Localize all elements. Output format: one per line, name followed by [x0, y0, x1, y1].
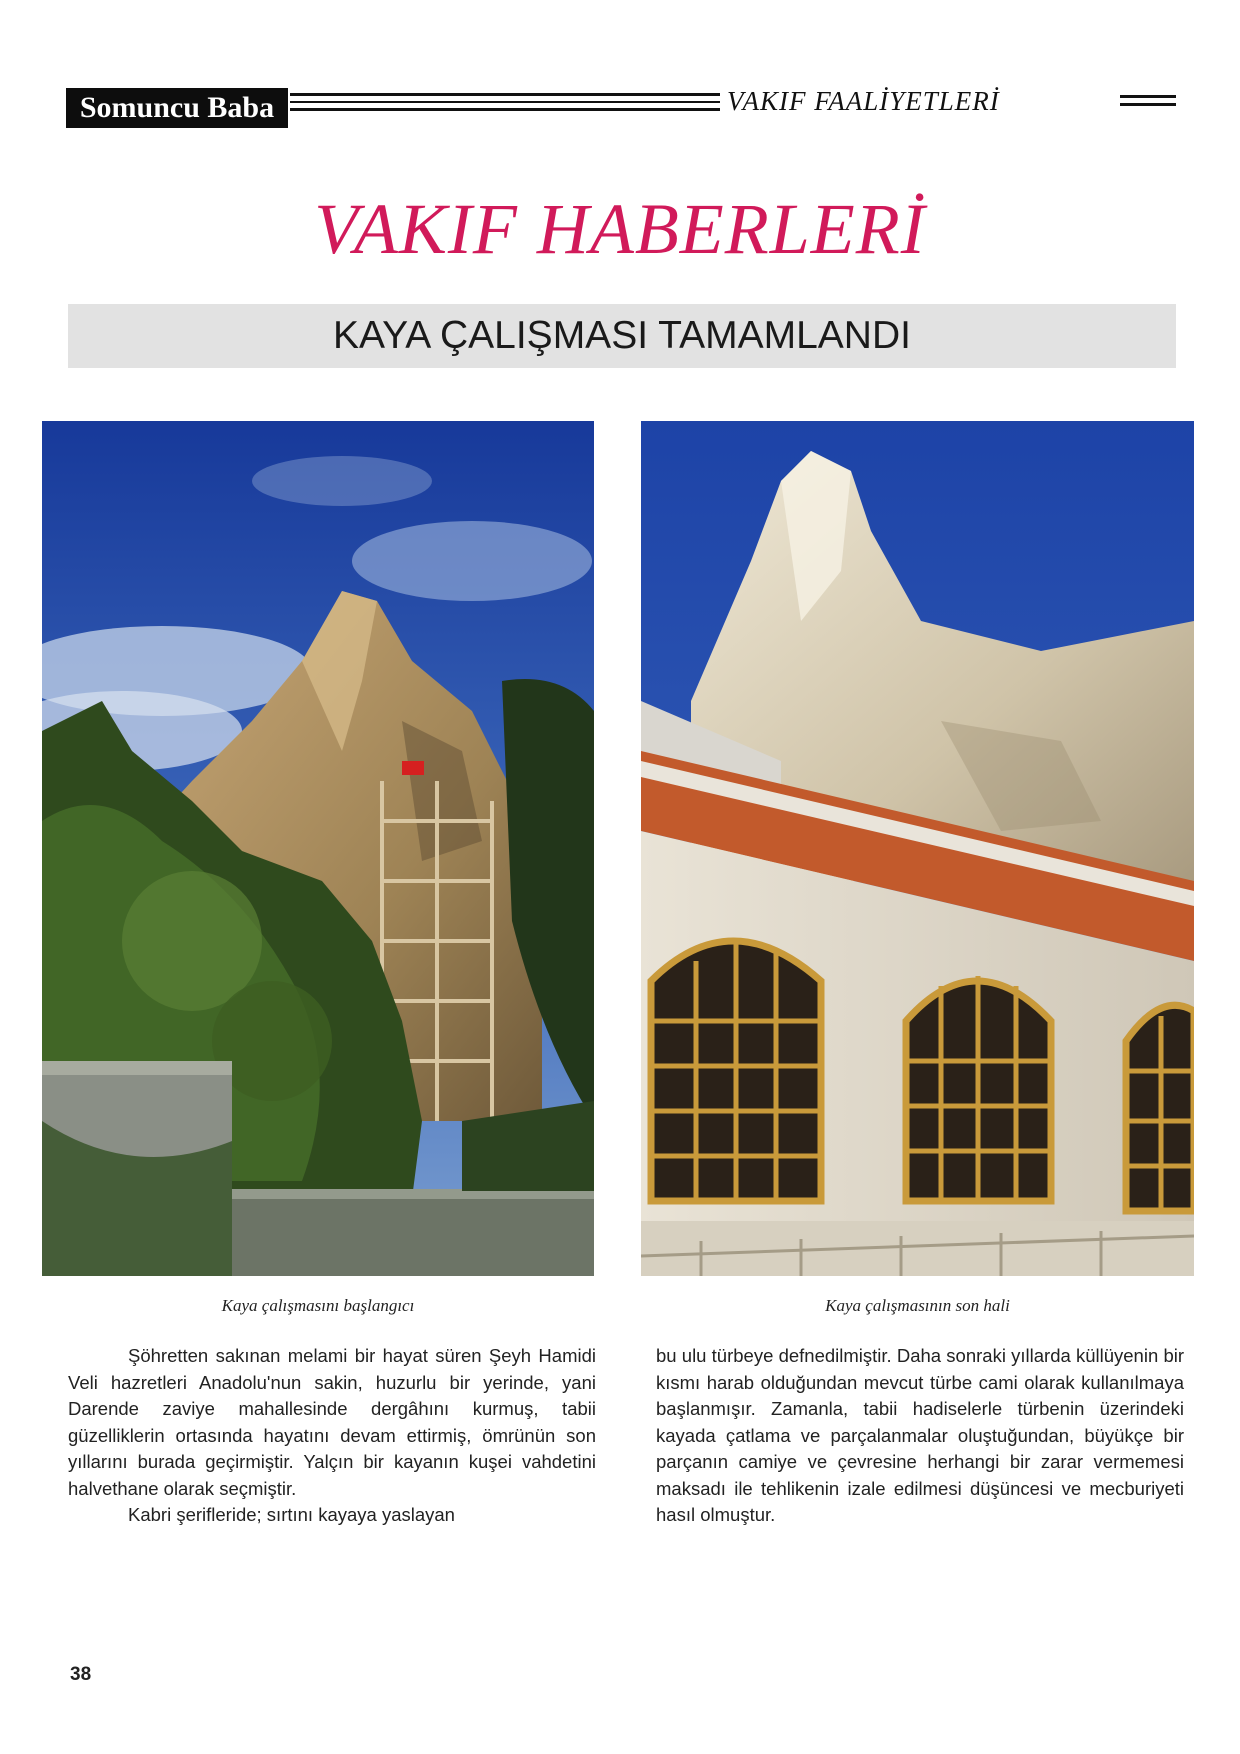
- header-rule-right-2: [1120, 103, 1176, 106]
- body-column-right: [656, 1343, 1184, 1529]
- photo-rock-final: [641, 421, 1194, 1276]
- header-rule-bottom: [290, 108, 720, 111]
- page-title: VAKIF HABERLERİ: [314, 189, 926, 269]
- header-rule-right-1: [1120, 95, 1176, 98]
- paragraph: Kabri şerifleride; sırtını kayaya yaslayan: [128, 1504, 455, 1525]
- body-column-left: [68, 1343, 596, 1529]
- header-rule-mid: [290, 101, 720, 103]
- photo-rock-start: [42, 421, 594, 1276]
- header-rule-top: [290, 93, 720, 96]
- page-number: 38: [70, 1664, 92, 1685]
- paragraph: Şöhretten sakınan melami bir hayat süren Şeyh Hamidi Veli hazretleri Anadolu'nun sakin, huzurlu bir yerinde, yani Darende zaviye mahallesinde dergâhını kurmuş, tabii güzelliklerin ortasında hayatını devam ettirmiş, ömrünün son yıllarını burada geçirmiştir. Yalçın bir kayanın kuşei vahdetini halvethane olarak seçmiştir.: [68, 1345, 596, 1499]
- headline-band: [68, 304, 1176, 368]
- paragraph: bu ulu türbeye defnedilmiştir. Daha sonraki yıllarda küllüyenin bir kısmı harab olduğundan mevcut türbe cami olarak kullanılmaya başlanmışır. Zamanla, tabii hadiselerle türbenin üzerindeki kayada çatlama ve parçalanmalar oluştuğundan, büyükçe bir parçanın camiye ve çevresine herhangi bir zarar vermemesi maksadı ile tehlikenin izale edilmesi düşüncesi ve mecburiyeti hasıl olmuştur.: [656, 1345, 1184, 1525]
- magazine-badge: Somuncu Baba: [66, 88, 288, 128]
- caption-left: Kaya çalışmasını başlangıcı: [221, 1296, 415, 1315]
- section-title: VAKIF FAALİYETLERİ: [727, 86, 1000, 116]
- photo-rock-final-art: [641, 421, 1194, 1276]
- caption-right: Kaya çalışmasının son hali: [825, 1296, 1010, 1315]
- photo-rock-start-art: [42, 421, 594, 1276]
- headline: KAYA ÇALIŞMASI TAMAMLANDI: [333, 314, 911, 357]
